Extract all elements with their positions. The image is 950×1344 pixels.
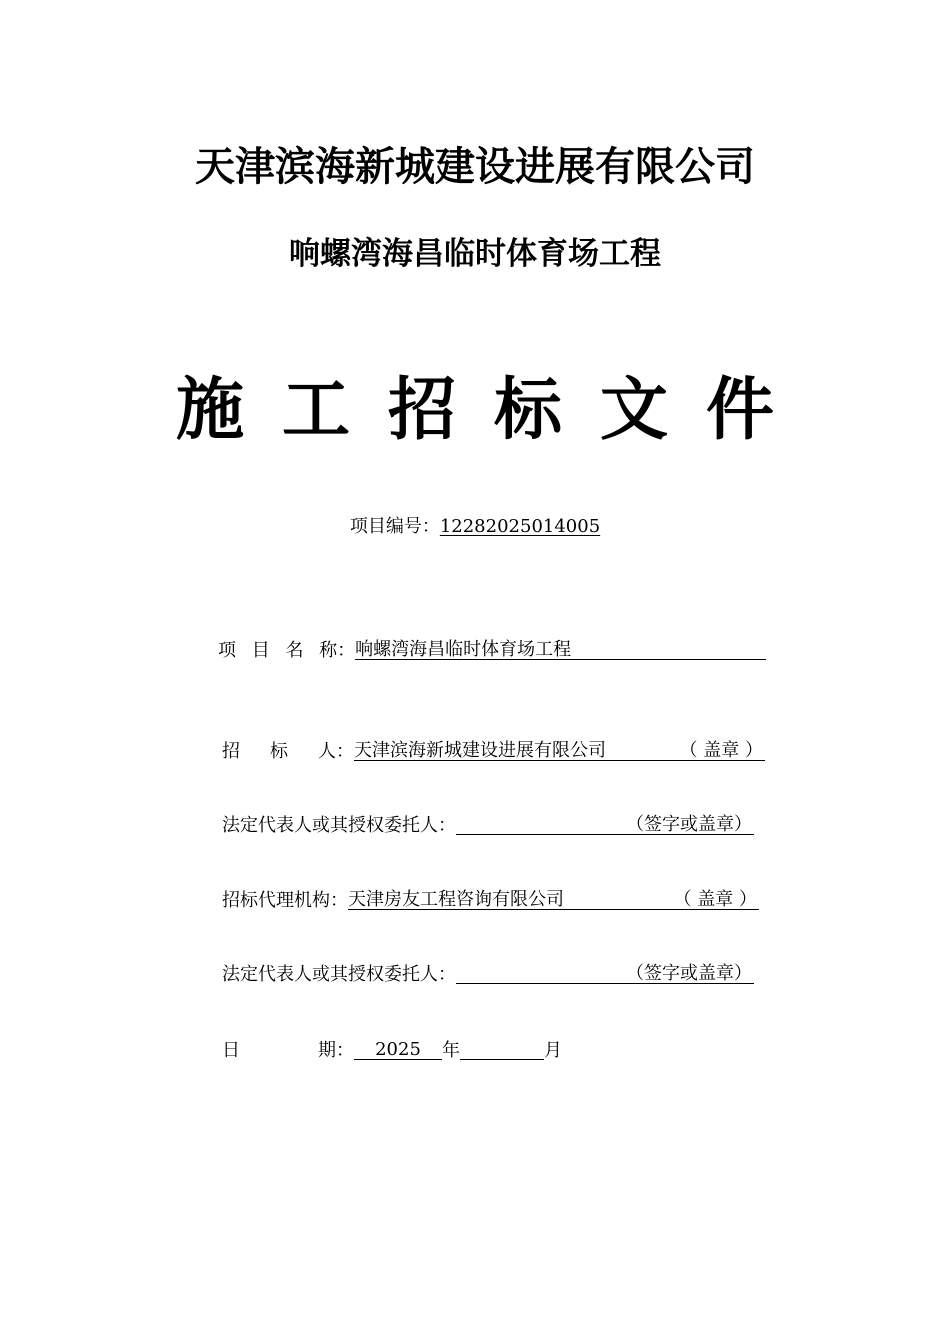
project-title: 响螺湾海昌临时体育场工程: [289, 236, 661, 272]
legal-rep-field-2: [456, 962, 754, 984]
tenderer-field: [354, 739, 765, 761]
legal-rep-row-2: [222, 962, 754, 988]
year-field: [354, 1038, 442, 1060]
year-unit: 年: [442, 1040, 460, 1061]
agency-label: 招标代理机构：: [222, 890, 348, 911]
tenderer-seal: （ 盖章 ）: [679, 740, 763, 761]
project-name-field: [355, 638, 766, 660]
legal-rep-row: [222, 813, 754, 839]
tenderer-row: [222, 739, 765, 765]
date-row: [222, 1038, 562, 1064]
project-number: [0, 514, 950, 540]
project-name-value: 响螺湾海昌临时体育场工程: [355, 639, 572, 660]
company-title: 天津滨海新城建设进展有限公司: [195, 143, 755, 190]
legal-rep-sign: （签字或盖章）: [626, 814, 752, 835]
agency-seal: （ 盖章 ）: [673, 889, 757, 910]
tenderer-label-1: 招: [222, 741, 240, 762]
year-value: 2025: [375, 1039, 421, 1060]
legal-rep-field: [456, 813, 754, 835]
project-name-label: 项 目 名 称：: [218, 640, 356, 661]
date-label-2: 期：: [318, 1040, 354, 1061]
project-number-label: 项目编号：: [349, 516, 440, 537]
legal-rep-label: 法定代表人或其授权委托人：: [222, 815, 456, 836]
project-number-value: 12282025014005: [439, 516, 601, 537]
tenderer-value: 天津滨海新城建设进展有限公司: [354, 740, 606, 761]
month-field: [460, 1038, 544, 1060]
document-title: 施工招标文件: [175, 370, 812, 450]
legal-rep-sign-2: （签字或盖章）: [626, 963, 752, 984]
agency-value: 天津房友工程咨询有限公司: [348, 889, 564, 910]
month-unit: 月: [544, 1040, 562, 1061]
project-name-row: [218, 638, 766, 664]
tenderer-label-3: 人：: [318, 741, 354, 762]
tenderer-label-2: 标: [270, 741, 288, 762]
agency-row: [222, 888, 759, 914]
agency-field: [348, 888, 759, 910]
date-label-1: 日: [222, 1040, 240, 1061]
legal-rep-label-2: 法定代表人或其授权委托人：: [222, 964, 456, 985]
